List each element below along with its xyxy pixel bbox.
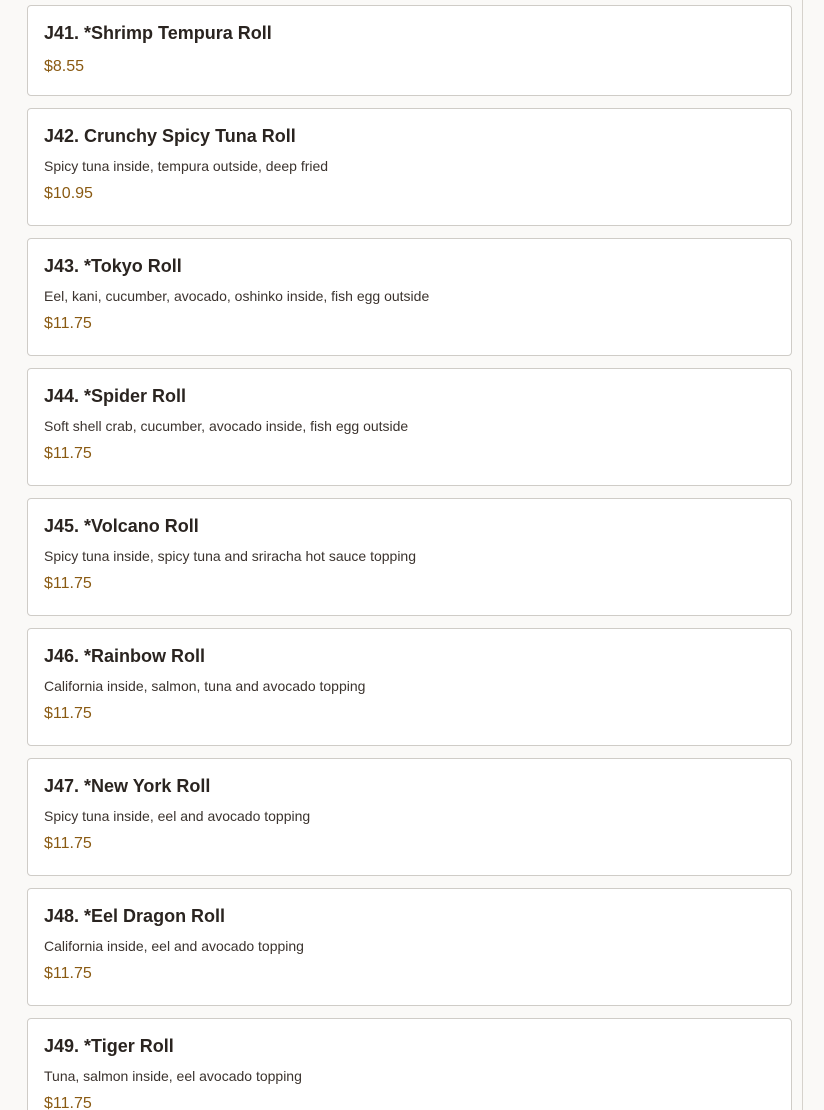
menu-item-card[interactable] [27,498,792,616]
menu-item-card[interactable] [27,888,792,1006]
menu-item-card[interactable] [27,758,792,876]
menu-item-card[interactable] [27,628,792,746]
menu-item-description: California inside, salmon, tuna and avocado topping [44,678,366,694]
menu-item-card[interactable] [27,368,792,486]
menu-item-price: $11.75 [44,965,92,982]
menu-item-card[interactable] [27,238,792,356]
menu-item-name: J44. *Spider Roll [44,386,187,406]
menu-item-description: California inside, eel and avocado topping [44,938,304,954]
menu-item-description: Spicy tuna inside, tempura outside, deep fried [44,158,329,174]
menu-item-price: $8.55 [44,58,85,75]
menu-item-description: Eel, kani, cucumber, avocado, oshinko inside, fish egg outside [44,288,430,304]
menu-item-description: Tuna, salmon inside, eel avocado topping [44,1068,302,1084]
menu-item-card[interactable] [27,1018,792,1110]
menu-item-name: J45. *Volcano Roll [44,516,199,536]
menu-item-price: $11.75 [44,445,92,462]
menu-item-card[interactable] [27,5,792,96]
menu-item-price: $11.75 [44,1095,92,1110]
menu-item-price: $11.75 [44,315,92,332]
menu-item-card[interactable] [27,108,792,226]
menu-item-price: $11.75 [44,835,92,852]
menu-item-price: $10.95 [44,185,93,202]
menu-item-description: Spicy tuna inside, eel and avocado topping [44,808,311,824]
menu-item-price: $11.75 [44,575,92,592]
menu-item-name: J48. *Eel Dragon Roll [44,906,226,926]
menu-item-name: J47. *New York Roll [44,776,211,796]
menu-item-description: Soft shell crab, cucumber, avocado inside, fish egg outside [44,418,409,434]
menu-item-name: J43. *Tokyo Roll [44,256,182,276]
scroll-divider [802,0,803,1110]
menu-item-name: J49. *Tiger Roll [44,1036,174,1056]
menu-item-description: Spicy tuna inside, spicy tuna and sriracha hot sauce topping [44,548,417,564]
menu-item-name: J41. *Shrimp Tempura Roll [44,23,272,43]
menu-item-name: J46. *Rainbow Roll [44,646,206,666]
menu-item-name: J42. Crunchy Spicy Tuna Roll [44,126,296,146]
menu-item-price: $11.75 [44,705,92,722]
menu-item-list [27,5,792,1110]
